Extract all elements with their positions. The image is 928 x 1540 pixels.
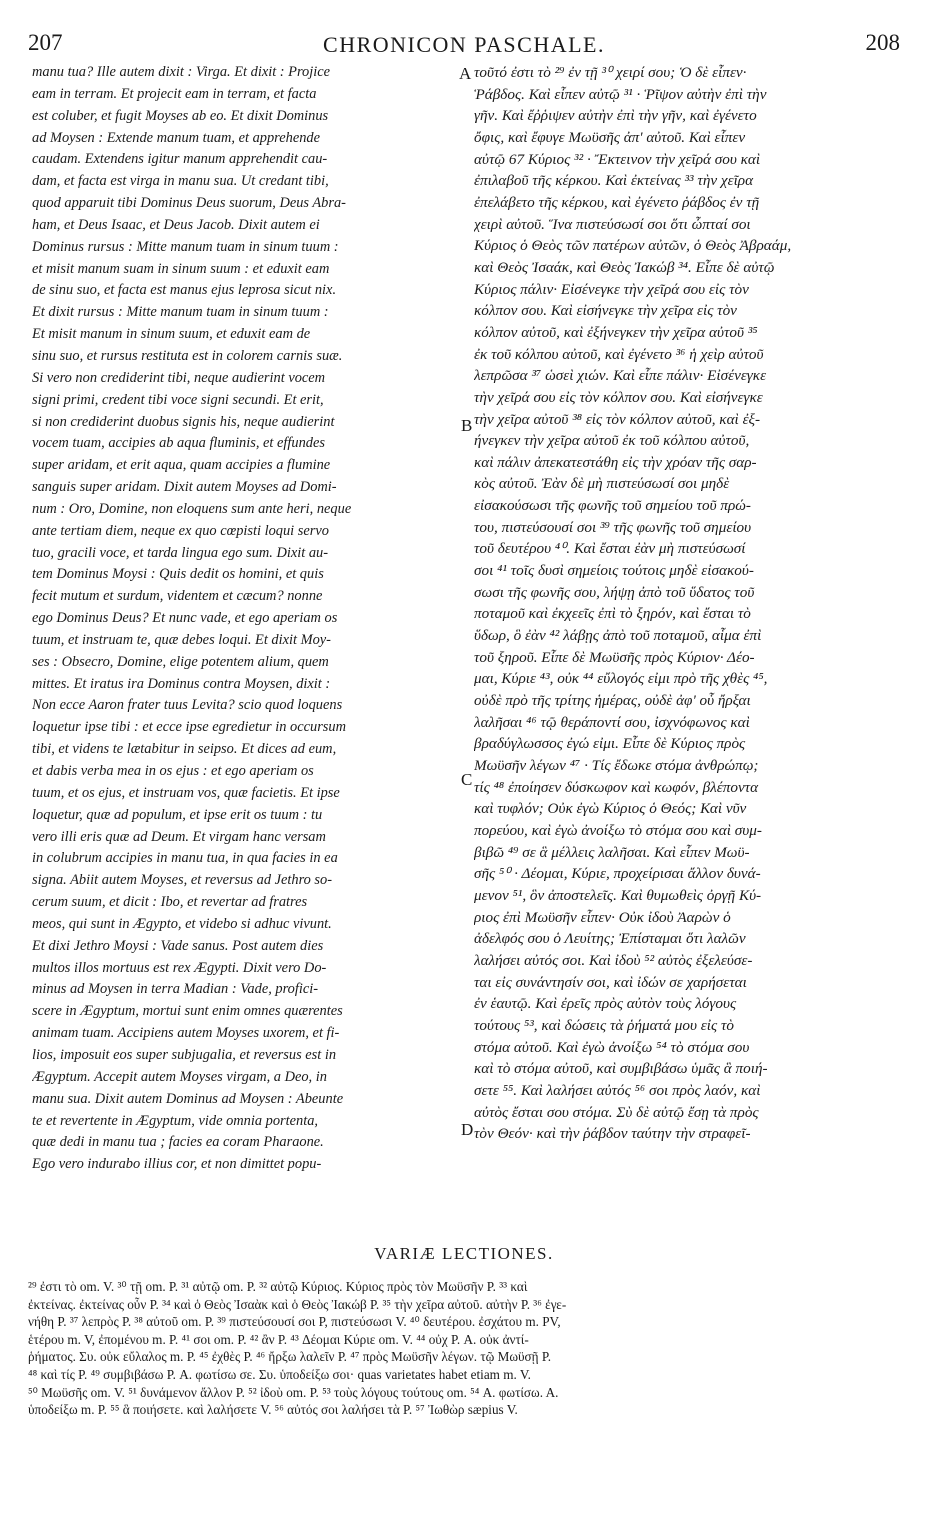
latin-text-line: tuum, et instruam te, quæ debes loqui. Et dixit Moy- <box>32 631 331 648</box>
greek-text-line: βραδύγλωσσος ἐγώ εἰμι. Εἶπε δὲ Κύριος πρὸς <box>474 735 746 753</box>
greek-text-line: αὐτὸς ἔσται σου στόμα. Σὺ δὲ αὐτῷ ἔσῃ τὰ πρὸς <box>474 1103 759 1121</box>
latin-text-line: quod apparuit tibi Dominus Deus suorum, Deus Abra- <box>32 195 346 212</box>
greek-text-line: χειρὶ αὐτοῦ. Ἵνα πιστεύσωσί σοι ὅτι ὦπταί σοι <box>474 215 751 233</box>
latin-text-line: super aridam, et erit aqua, quam accipies a flumine <box>32 457 331 474</box>
latin-text-line: ego Dominus Deus? Et nunc vade, et ego aperiam os <box>32 610 338 627</box>
greek-text-line: ἐκ τοῦ κόλπου αὐτοῦ, καὶ ἐγένετο ³⁶ ἡ χεὶρ αὐτοῦ <box>474 345 764 363</box>
greek-text-line: τὸν Θεόν· καὶ τὴν ῥάβδον ταύτην τὴν στραφεῖ- <box>474 1125 751 1143</box>
greek-text-line: κόλπον αὐτοῦ, καὶ ἐξήνεγκεν τὴν χεῖρα αὐτοῦ ³⁵ <box>474 323 758 341</box>
latin-text-line: caudam. Extendens igitur manum apprehendit cau- <box>32 151 328 168</box>
greek-text-line: ἀδελφός σου ὁ Λευίτης; Ἐπίσταμαι ὅτι λαλῶν <box>474 930 746 948</box>
greek-text-line: τίς ⁴⁸ ἐποίησεν δύσκωφον καὶ κωφόν, βλέποντα <box>474 778 759 796</box>
latin-text-line: et misit manum suam in sinum suum : et eduxit eam <box>32 260 330 277</box>
greek-text-line: τὴν χεῖρα αὐτοῦ ³⁸ εἰς τὸν κόλπον αὐτοῦ, καὶ ἐξ- <box>474 410 761 428</box>
latin-text-line: si non crediderint duobus signis his, neque audierint <box>32 413 335 430</box>
greek-column <box>474 62 902 1202</box>
greek-text-line: τοῦτό ἐστι τὸ ²⁹ ἐν τῇ ³⁰ χειρί σου; Ὁ δὲ εἶπεν· <box>474 64 747 81</box>
latin-text-line: tuo, gracili voce, et tarda lingua ego sum. Dixit au- <box>32 544 329 561</box>
latin-text-line: loquetur ipse tibi : et ecce ipse egredietur in occursum <box>32 719 346 736</box>
greek-text-line: καὶ Θεὸς Ἰσαάκ, καὶ Θεὸς Ἰακώβ ³⁴. Εἶπε δὲ αὐτῷ <box>474 258 775 276</box>
latin-text-line: sanguis super aridam. Dixit autem Moyses ad Domi- <box>32 479 337 496</box>
latin-text-line: Ægyptum. Accepit autem Moyses virgam, a Deo, in <box>32 1068 327 1085</box>
greek-text-line: μαι, Κύριε ⁴³, οὐκ ⁴⁴ εὔλογός εἰμι πρὸ τῆς χθὲς ⁴⁵, <box>474 670 768 688</box>
variant-note-line: ⁴⁸ καὶ τίς P. ⁴⁹ συμβιβάσω P. Α. φωτίσω σε. Συ. ὑποδείξω σοι· quas varietates habet etiam m. V. <box>28 1366 531 1382</box>
greek-text-line: ὄφις, καὶ ἔφυγε Μωϋσῆς ἀπ' αὐτοῦ. Καὶ εἶπεν <box>474 128 746 146</box>
greek-text-line: Κύριος πάλιν· Εἰσένεγκε τὴν χεῖρά σου εἰς τὸν <box>474 280 749 298</box>
greek-text-line: τὴν χεῖρά σου εἰς τὸν κόλπον σου. Καὶ εἰσήνεγκε <box>474 388 763 406</box>
greek-text-line: ἐπιλαβοῦ τῆς κέρκου. Καὶ ἐκτείνας ³³ τὴν χεῖρα <box>474 172 754 190</box>
greek-text-line: ὕδωρ, ὃ ἐὰν ⁴² λάβῃς ἀπὸ τοῦ ποταμοῦ, αἷμα ἐπὶ <box>474 627 762 645</box>
latin-text-line: fecit mutum et surdum, videntem et cæcum? nonne <box>32 588 323 605</box>
latin-text-line: scere in Ægyptum, mortui sunt enim omnes quærentes <box>32 1003 343 1020</box>
greek-text-line: τούτους ⁵³, καὶ δώσεις τὰ ῥήματά μου εἰς τὸ <box>474 1016 734 1034</box>
greek-text-line: ποταμοῦ καὶ ἐκχεεῖς ἐπὶ τὸ ξηρόν, καὶ ἔσται τὸ <box>474 605 751 623</box>
right-page-number: 208 <box>865 30 900 55</box>
variant-readings <box>28 1278 904 1419</box>
latin-text-line: minus ad Moysen in terra Madian : Vade, profici- <box>32 981 319 998</box>
latin-text-line: ham, et Deus Isaac, et Deus Jacob. Dixit autem ei <box>32 216 320 233</box>
greek-text-line: ἐν ἑαυτῷ. Καὶ ἐρεῖς πρὸς αὐτὸν τοὺς λόγους <box>474 995 737 1013</box>
greek-text-line: ται εἰς συνάντησίν σοι, καὶ ἰδών σε χαρήσεται <box>474 973 747 991</box>
greek-text-line: σοι ⁴¹ τοῖς δυσὶ σημείοις τούτοις μηδὲ εἰσακού- <box>474 562 754 580</box>
latin-text-line: tibi, et videns te lætabitur in seipso. Et dices ad eum, <box>32 741 337 758</box>
variant-note-line: ⁵⁰ Μωϋσῆς om. V. ⁵¹ δυνάμενον ἄλλον P. ⁵² ἰδοὺ om. P. ⁵³ τοὺς λόγους τούτους om. ⁵⁴ Α. φωτίσω. Α. <box>28 1384 559 1400</box>
greek-text-line: Μωϋσῆν λέγων ⁴⁷ · Τίς ἔδωκε στόμα ἀνθρώπῳ; <box>474 757 759 774</box>
greek-text-line: Ῥάβδος. Καὶ εἶπεν αὐτῷ ³¹ · Ῥῖψον αὐτὴν ἐπὶ τὴν <box>474 85 767 103</box>
latin-text-line: tuum, et os ejus, et instruam vos, quæ facietis. Et ipse <box>32 784 340 801</box>
latin-text-line: Ego vero indurabo illius cor, et non dimittet popu- <box>32 1156 322 1173</box>
latin-text-line: animam tuam. Accipiens autem Moyses uxorem, et fi- <box>32 1025 340 1042</box>
latin-text-line: eam in terram. Et projecit eam in terram, et facta <box>32 85 317 102</box>
greek-text-line: στόμα αὐτοῦ. Καὶ ἐγὼ ἀνοίξω ⁵⁴ τὸ στόμα σου <box>474 1038 750 1056</box>
margin-letter-b: B <box>461 416 473 435</box>
variant-note-line: νήθη P. ³⁷ λεπρὸς P. ³⁸ αὐτοῦ om. P. ³⁹ πιστεύσουσί σοι P, πιστεύσωσι V. ⁴⁰ δευτέρου. ἐσχάτου m. PV, <box>28 1314 561 1330</box>
latin-text-line: vero illi eris quæ ad Deum. Et virgam hanc versam <box>32 828 326 845</box>
greek-text-line: λαλήσει αὐτός σοι. Καὶ ἰδοὺ ⁵² αὐτὸς ἐξελεύσε- <box>474 951 753 969</box>
latin-column <box>32 62 458 1202</box>
variae-lectiones-title: VARIÆ LECTIONES. <box>374 1244 554 1263</box>
greek-text-line: καὶ τυφλόν; Οὐκ ἐγὼ Κύριος ὁ Θεός; Καὶ νῦν <box>474 800 747 818</box>
greek-text-line: ριος ἐπὶ Μωϋσῆν εἶπεν· Οὐκ ἰδοὺ Ἀαρὼν ὁ <box>474 908 731 926</box>
greek-text-line: κὸς αὐτοῦ. Ἐὰν δὲ μὴ πιστεύσωσί σοι μηδὲ <box>474 475 730 493</box>
latin-text-line: dam, et facta est virga in manu sua. Ut credant tibi, <box>32 173 329 190</box>
latin-text-line: ad Moysen : Extende manum tuam, et apprehende <box>32 129 320 146</box>
latin-text-line: de sinu suo, et facta est manus ejus leprosa sicut nix. <box>32 282 337 299</box>
latin-text-line: Dominus rursus : Mitte manum tuam in sinum tuum : <box>32 238 339 255</box>
greek-text-line: μενον ⁵¹, ὃν ἀποστελεῖς. Καὶ θυμωθεὶς ὀργῇ Κύ- <box>474 886 762 904</box>
latin-text-line: multos illos mortuus est rex Ægypti. Dixit vero Do- <box>32 959 327 976</box>
latin-text-line: Et dixit rursus : Mitte manum tuam in sinum tuum : <box>32 304 329 321</box>
latin-text-line: te et revertente in Ægyptum, vide omnia portenta, <box>32 1112 319 1129</box>
latin-text-line: manu tua? Ille autem dixit : Virga. Et dixit : Projice <box>32 64 331 80</box>
latin-text-line: Et dixi Jethro Moysi : Vade sanus. Post autem dies <box>32 937 324 954</box>
latin-text-line: in colubrum accipies in manu tua, in qua facies in ea <box>32 850 338 867</box>
latin-text-line: Et misit manum in sinum suum, et eduxit eam de <box>32 326 311 343</box>
latin-text-line: quæ dedi in manu tua ; facies ea coram Pharaone. <box>32 1134 324 1151</box>
greek-text-line: λεπρῶσα ³⁷ ὡσεὶ χιών. Καὶ εἶπε πάλιν· Εἰσένεγκε <box>474 367 767 385</box>
latin-text-line: ante tertiam diem, neque ex quo cœpisti loqui servo <box>32 522 329 539</box>
greek-text-line: λαλῆσαι ⁴⁶ τῷ θεράποντί σου, ἰσχνόφωνος καὶ <box>474 713 750 731</box>
greek-text-line: εἰσακούσωσι τῆς φωνῆς τοῦ σημείου τοῦ πρώ- <box>474 497 751 515</box>
latin-text-line: ses : Obsecro, Domine, elige potentem alium, quem <box>32 653 329 670</box>
margin-letter-d: D <box>461 1120 474 1139</box>
latin-text-line: et dabis verba mea in os ejus : et ego aperiam os <box>32 763 314 779</box>
latin-text-line: meos, qui sunt in Ægypto, et videbo si adhuc vivunt. <box>32 915 332 932</box>
greek-text-line: σετε ⁵⁵. Καὶ λαλήσει αὐτός ⁵⁶ σοι πρὸς λαόν, καὶ <box>474 1081 761 1099</box>
variant-note-line: ²⁹ ἐστι τὸ om. V. ³⁰ τῇ om. P. ³¹ αὐτῷ om. P. ³² αὐτῷ Κύριος. Κύριος πρὸς τὸν Μωϋσῆν P. ³³ καὶ <box>28 1279 528 1294</box>
variant-note-line: ἑτέρου m. V, ἐπομένου m. P. ⁴¹ σοι om. P. ⁴² ἂν P. ⁴³ Δέομαι Κύριε om. V. ⁴⁴ οὐχ P. Α. οὐκ ἀντί- <box>28 1331 529 1347</box>
margin-letter-c: C <box>461 770 473 789</box>
latin-text-line: est coluber, et fugit Moyses ab eo. Et dixit Dominus <box>32 107 329 124</box>
greek-text-line: καὶ τὸ στόμα αὐτοῦ, καὶ συμβιβάσω ὑμᾶς ἃ ποιή- <box>474 1060 768 1078</box>
latin-text-line: mittes. Et iratus ira Dominus contra Moysen, dixit : <box>32 675 331 692</box>
page-header <box>28 30 900 60</box>
greek-text-line: τοῦ ξηροῦ. Εἶπε δὲ Μωϋσῆς πρὸς Κύριον· Δέο- <box>474 648 755 666</box>
variant-note-line: ῥήματος. Συ. οὐκ εὔλαλος m. P. ⁴⁵ ἐχθὲς P. ⁴⁶ ἤρξω λαλεῖν P. ⁴⁷ πρὸς Μωϋσῆν λέγων. τῷ Μωϋσῇ P. <box>28 1349 551 1365</box>
latin-text-line: loquetur, quæ ad populum, et ipse erit os tuum : tu <box>32 806 323 823</box>
greek-text-line: Κύριος ὁ Θεὸς τῶν πατέρων αὐτῶν, ὁ Θεὸς Ἀβραάμ, <box>474 237 792 255</box>
latin-text-line: lios, imposuit eos super subjugalia, et reversus est in <box>32 1046 337 1063</box>
greek-text-line: σῆς ⁵⁰ · Δέομαι, Κύριε, προχείρισαι ἄλλον δυνά- <box>474 865 761 883</box>
greek-text-line: αὐτῷ 67 Κύριος ³² · Ἔκτεινον τὴν χεῖρά σου καὶ <box>474 150 761 168</box>
latin-text-line: Non ecce Aaron frater tuus Levita? scio quod loquens <box>32 697 343 714</box>
margin-letter-a: A <box>459 64 472 83</box>
latin-text-line: cerum suum, et dicit : Ibo, et revertar ad fratres <box>32 894 308 911</box>
greek-text-line: σωσι τῆς φωνῆς σου, λήψῃ ἀπὸ τοῦ ὕδατος τοῦ <box>474 583 755 601</box>
greek-text-line: του, πιστεύσουσί σοι ³⁹ τῆς φωνῆς τοῦ σημείου <box>474 518 752 536</box>
latin-text-line: tem Dominus Moysi : Quis dedit os homini, et quis <box>32 566 324 583</box>
greek-text-line: κόλπον σου. Καὶ εἰσήνεγκε τὴν χεῖρα εἰς τὸν <box>474 302 737 320</box>
greek-text-line: τοῦ δευτέρου ⁴⁰. Καὶ ἔσται ἐὰν μὴ πιστεύσωσί <box>474 540 746 558</box>
greek-text-line: γῆν. Καὶ ἔῤῥιψεν αὐτὴν ἐπὶ τὴν γῆν, καὶ ἐγένετο <box>474 107 757 125</box>
latin-text-line: manu sua. Dixit autem Dominus ad Moysen : Abeunte <box>32 1090 344 1107</box>
greek-text-line: βιβῶ ⁴⁹ σε ἃ μέλλεις λαλῆσαι. Καὶ εἶπεν Μωϋ- <box>474 843 750 861</box>
variant-note-line: ὑποδείξω m. P. ⁵⁵ ἃ ποιήσετε. καὶ λαλήσετε V. ⁵⁶ αὐτός σοι λαλήσει τὰ P. ⁵⁷ Ἰωθὼρ sæpius V. <box>28 1402 518 1418</box>
greek-text-line: πορεύου, καὶ ἐγὼ ἀνοίξω τὸ στόμα σου καὶ συμ- <box>474 821 762 839</box>
latin-text-line: signa. Abiit autem Moyses, et reversus ad Jethro so- <box>32 872 333 889</box>
latin-text-line: signi primi, credent tibi voce signi secundi. Et erit, <box>32 391 324 408</box>
greek-text-line: καὶ πάλιν ἀπεκατεστάθη εἰς τὴν χρόαν τῆς σαρ- <box>474 453 757 471</box>
greek-text-line: ήνεγκεν τὴν χεῖρα αὐτοῦ ἐκ τοῦ κόλπου αὐτοῦ, <box>474 432 750 450</box>
variant-note-line: ἐκτείνας. ἐκτείνας οὖν P. ³⁴ καὶ ὁ Θεὸς Ἰσαὰκ καὶ ὁ Θεὸς Ἰακώβ P. ³⁵ τὴν χεῖρα αὐτοῦ. αὐτὴν P. ³⁶ ἐγε- <box>28 1296 567 1312</box>
latin-text-line: num : Oro, Domine, non eloquens sum ante heri, neque <box>32 500 352 517</box>
latin-text-line: sinu suo, et rursus restituta est in colorem carnis suæ. <box>32 347 343 364</box>
left-page-number: 207 <box>28 30 63 55</box>
latin-text-line: vocem tuam, accipies ab aqua fluminis, et effundes <box>32 435 325 452</box>
latin-text-line: Si vero non crediderint tibi, neque audierint vocem <box>32 369 326 386</box>
running-title: CHRONICON PASCHALE. <box>323 32 605 57</box>
greek-text-line: ἐπελάβετο τῆς κέρκου, καὶ ἐγένετο ῥάβδος ἐν τῇ <box>474 193 760 211</box>
greek-text-line: οὐδὲ πρὸ τῆς τρίτης ἡμέρας, οὐδὲ ἀφ' οὗ ἤρξαι <box>474 692 751 710</box>
